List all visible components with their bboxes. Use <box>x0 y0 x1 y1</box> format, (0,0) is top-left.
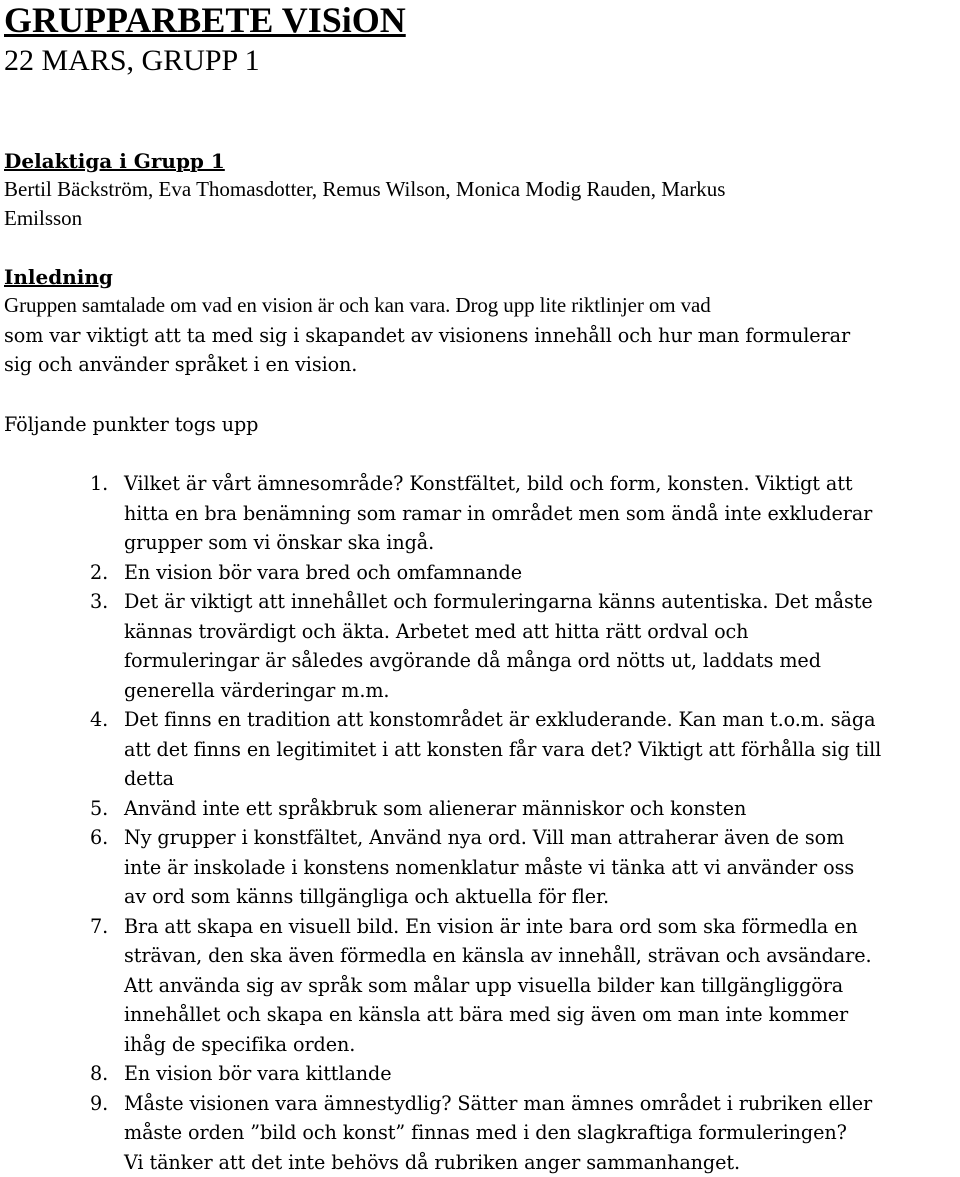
list-item-number: 4. <box>90 705 108 735</box>
list-item-line: kännas trovärdigt och äkta. Arbetet med att hitta rätt ordval och <box>124 617 958 647</box>
participants-heading: Delaktiga i Grupp 1 <box>4 147 958 175</box>
spacer <box>4 439 958 469</box>
list-item-number: 8. <box>90 1059 108 1089</box>
intro-line-3: sig och använder språket i en vision. <box>4 350 958 380</box>
spacer <box>4 233 958 263</box>
list-item <box>4 558 958 588</box>
list-item <box>4 469 958 558</box>
list-item-line: att det finns en legitimitet i att konsten får vara det? Viktigt att förhålla sig till <box>124 735 958 765</box>
list-item-line: Det är viktigt att innehållet och formuleringarna känns autentiska. Det måste <box>124 587 958 617</box>
list-item-line: En vision bör vara bred och omfamnande <box>124 558 958 588</box>
participants-line-2: Emilsson <box>4 204 958 233</box>
list-item-line: detta <box>124 764 958 794</box>
points-list <box>4 469 958 1177</box>
list-item-number: 5. <box>90 794 108 824</box>
document-page <box>4 0 958 1177</box>
list-item <box>4 1089 958 1177</box>
list-item-line: måste orden ”bild och konst” finnas med i den slagkraftiga formuleringen? <box>124 1118 958 1148</box>
list-item-line: hitta en bra benämning som ramar in området men som ändå inte exkluderar <box>124 499 958 529</box>
list-item-line: Att använda sig av språk som målar upp visuella bilder kan tillgängliggöra <box>124 971 958 1001</box>
list-item-line: En vision bör vara kittlande <box>124 1059 958 1089</box>
list-item-line: Bra att skapa en visuell bild. En vision är inte bara ord som ska förmedla en <box>124 912 958 942</box>
list-item-number: 7. <box>90 912 108 942</box>
spacer <box>4 380 958 410</box>
list-item <box>4 1059 958 1089</box>
list-item-line: Måste visionen vara ämnestydlig? Sätter man ämnes området i rubriken eller <box>124 1089 958 1119</box>
intro-line-2: som var viktigt att ta med sig i skapandet av visionens innehåll och hur man formulerar <box>4 321 958 351</box>
list-item-line: strävan, den ska även förmedla en känsla av innehåll, strävan och avsändare. <box>124 941 958 971</box>
document-title: GRUPPARBETE VISiON <box>4 0 958 40</box>
list-item-number: 3. <box>90 587 108 617</box>
list-item-line: grupper som vi önskar ska ingå. <box>124 528 958 558</box>
list-item-line: av ord som känns tillgängliga och aktuella för fler. <box>124 882 958 912</box>
list-item-line: Använd inte ett språkbruk som alienerar människor och konsten <box>124 794 958 824</box>
document-subtitle: 22 MARS, GRUPP 1 <box>4 44 958 78</box>
list-item <box>4 587 958 705</box>
list-item-number: 2. <box>90 558 108 588</box>
list-item-line: formuleringar är således avgörande då många ord nötts ut, laddats med <box>124 646 958 676</box>
intro-line-1: Gruppen samtalade om vad en vision är och kan vara. Drog upp lite riktlinjer om vad <box>4 291 958 321</box>
spacer <box>4 78 958 147</box>
list-item-line: Ny grupper i konstfältet, Använd nya ord. Vill man attraherar även de som <box>124 823 958 853</box>
list-item-line: Vilket är vårt ämnesområde? Konstfältet, bild och form, konsten. Viktigt att <box>124 469 958 499</box>
participants-line-1: Bertil Bäckström, Eva Thomasdotter, Remus Wilson, Monica Modig Rauden, Markus <box>4 175 958 204</box>
list-item-number: 9. <box>90 1089 108 1119</box>
list-item-number: 1. <box>90 469 108 499</box>
list-item-line: Det finns en tradition att konstområdet är exkluderande. Kan man t.o.m. säga <box>124 705 958 735</box>
list-item <box>4 705 958 794</box>
list-item-line: innehållet och skapa en känsla att bära med sig även om man inte kommer <box>124 1000 958 1030</box>
list-item-line: ihåg de specifika orden. <box>124 1030 958 1060</box>
points-heading: Följande punkter togs upp <box>4 410 958 440</box>
list-item <box>4 823 958 912</box>
list-item <box>4 912 958 1060</box>
list-item-line: Vi tänker att det inte behövs då rubriken anger sammanhanget. <box>124 1148 958 1177</box>
intro-heading: Inledning <box>4 263 958 291</box>
list-item <box>4 794 958 824</box>
list-item-number: 6. <box>90 823 108 853</box>
list-item-line: inte är inskolade i konstens nomenklatur måste vi tänka att vi använder oss <box>124 853 958 883</box>
list-item-line: generella värderingar m.m. <box>124 676 958 706</box>
